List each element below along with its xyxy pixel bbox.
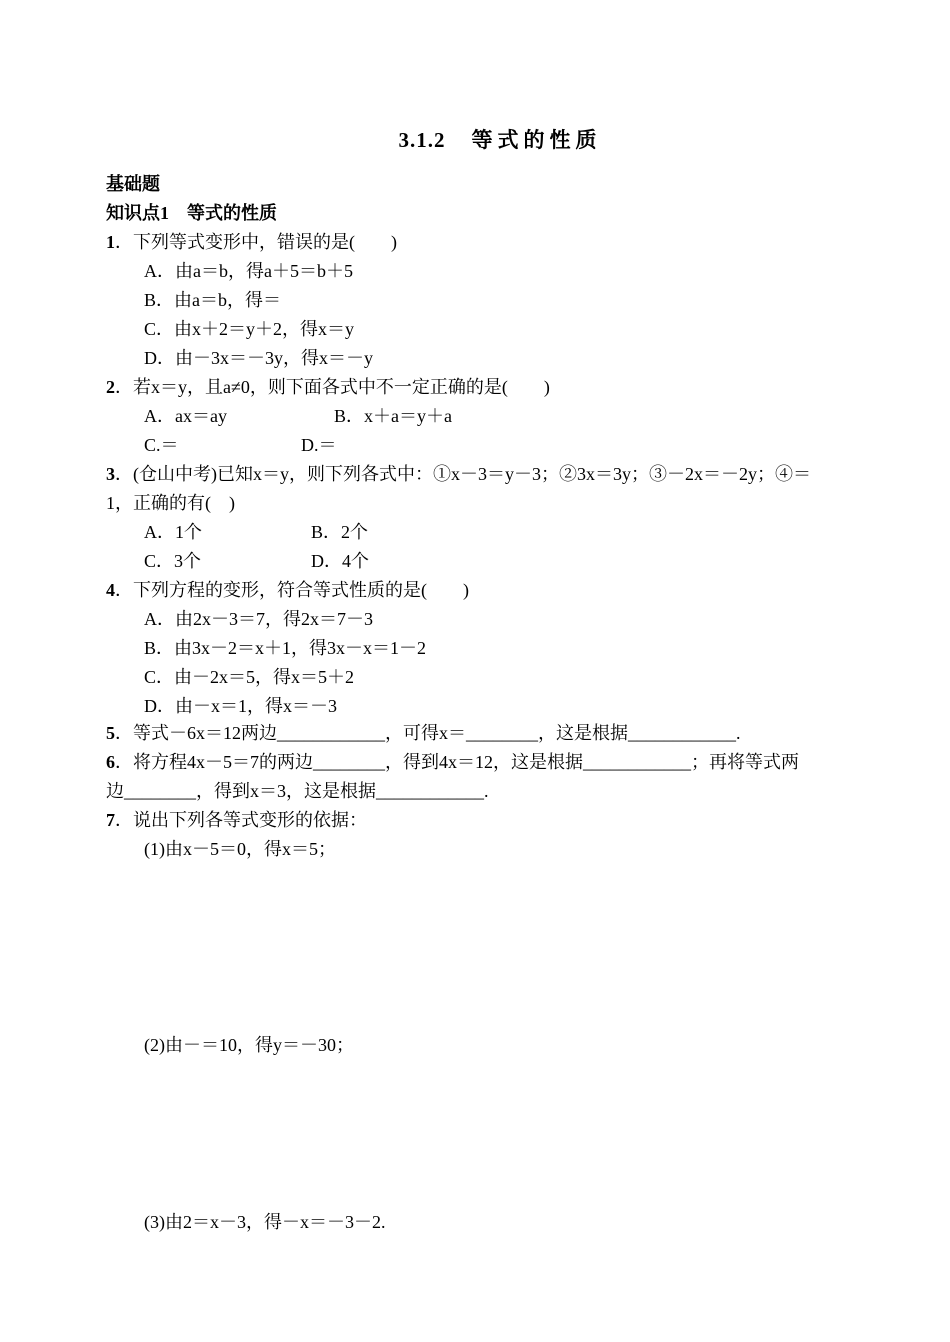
question-5 bbox=[106, 719, 851, 748]
question-number: 4 bbox=[106, 580, 115, 600]
question-number: 7 bbox=[106, 810, 115, 830]
question-stem: ．下列方程的变形，符合等式性质的是( ) bbox=[115, 580, 469, 600]
section-title: 等式的性质 bbox=[471, 128, 602, 152]
q3-option-c: C．3个 bbox=[144, 551, 202, 571]
question-1 bbox=[106, 228, 851, 257]
question-number: 1 bbox=[106, 232, 115, 252]
q7-part-1: (1)由x－5＝0，得x＝5； bbox=[144, 839, 336, 859]
q2-option-d: D.＝ bbox=[301, 435, 337, 455]
question-4 bbox=[106, 576, 851, 605]
q7-part-3: (3)由2＝x－3，得－x＝－3－2. bbox=[144, 1212, 386, 1232]
question-3 bbox=[106, 460, 851, 489]
q2-options-row-1 bbox=[144, 402, 889, 431]
question-text-line-1: ．将方程4x－5＝7的两边________，得到4x＝12，这是根据____________；再将等式两 bbox=[115, 752, 799, 772]
question-number: 6 bbox=[106, 752, 115, 772]
q3-options-row-1 bbox=[144, 518, 889, 547]
question-stem: ．说出下列各等式变形的依据： bbox=[115, 810, 367, 830]
question-stem-line-1: ．(仓山中考)已知x＝y，则下列各式中：①x－3＝y－3；②3x＝3y；③－2x＝－2y；④＝ bbox=[115, 464, 811, 484]
question-2 bbox=[106, 373, 851, 402]
q3-option-d: D．4个 bbox=[311, 551, 369, 571]
q1-option-c: C．由x＋2＝y＋2，得x＝y bbox=[144, 319, 355, 339]
q4-option-c: C．由－2x＝5，得x＝5＋2 bbox=[144, 667, 355, 687]
question-number: 3 bbox=[106, 464, 115, 484]
question-text: ．等式－6x＝12两边____________，可得x＝________，这是根据____________. bbox=[115, 723, 741, 743]
question-stem: ．若x＝y，且a≠0，则下面各式中不一定正确的是( ) bbox=[115, 377, 550, 397]
q7-part-2: (2)由－＝10，得y＝－30； bbox=[144, 1035, 354, 1055]
page-title bbox=[0, 124, 950, 154]
question-6-continued: 边________，得到x＝3，这是根据____________. bbox=[106, 781, 489, 801]
q3-option-a: A．1个 bbox=[144, 522, 202, 542]
q1-option-a: A．由a＝b，得a＋5＝b＋5 bbox=[144, 261, 353, 281]
question-stem: ．下列等式变形中，错误的是( ) bbox=[115, 232, 397, 252]
question-number: 5 bbox=[106, 723, 115, 743]
q2-option-c: C.＝ bbox=[144, 435, 179, 455]
q1-option-b: B．由a＝b，得＝ bbox=[144, 290, 281, 310]
q2-option-b: B．x＋a＝y＋a bbox=[334, 406, 452, 426]
section-heading: 基础题 bbox=[106, 174, 160, 194]
section-number: 3.1.2 bbox=[398, 128, 446, 152]
question-number: 2 bbox=[106, 377, 115, 397]
q1-option-d: D．由－3x＝－3y，得x＝－y bbox=[144, 348, 373, 368]
q3-option-b: B．2个 bbox=[311, 522, 369, 542]
question-3-continued: 1，正确的有( ) bbox=[106, 493, 235, 513]
q2-options-row-2 bbox=[144, 431, 889, 460]
q2-option-a: A．ax＝ay bbox=[144, 406, 227, 426]
q4-option-d: D．由－x＝1，得x＝－3 bbox=[144, 696, 337, 716]
question-7 bbox=[106, 806, 851, 835]
q3-options-row-2 bbox=[144, 547, 889, 576]
knowledge-point-heading: 知识点1 等式的性质 bbox=[106, 203, 277, 223]
q4-option-b: B．由3x－2＝x＋1，得3x－x＝1－2 bbox=[144, 638, 427, 658]
q4-option-a: A．由2x－3＝7，得2x＝7－3 bbox=[144, 609, 373, 629]
question-6 bbox=[106, 748, 851, 777]
